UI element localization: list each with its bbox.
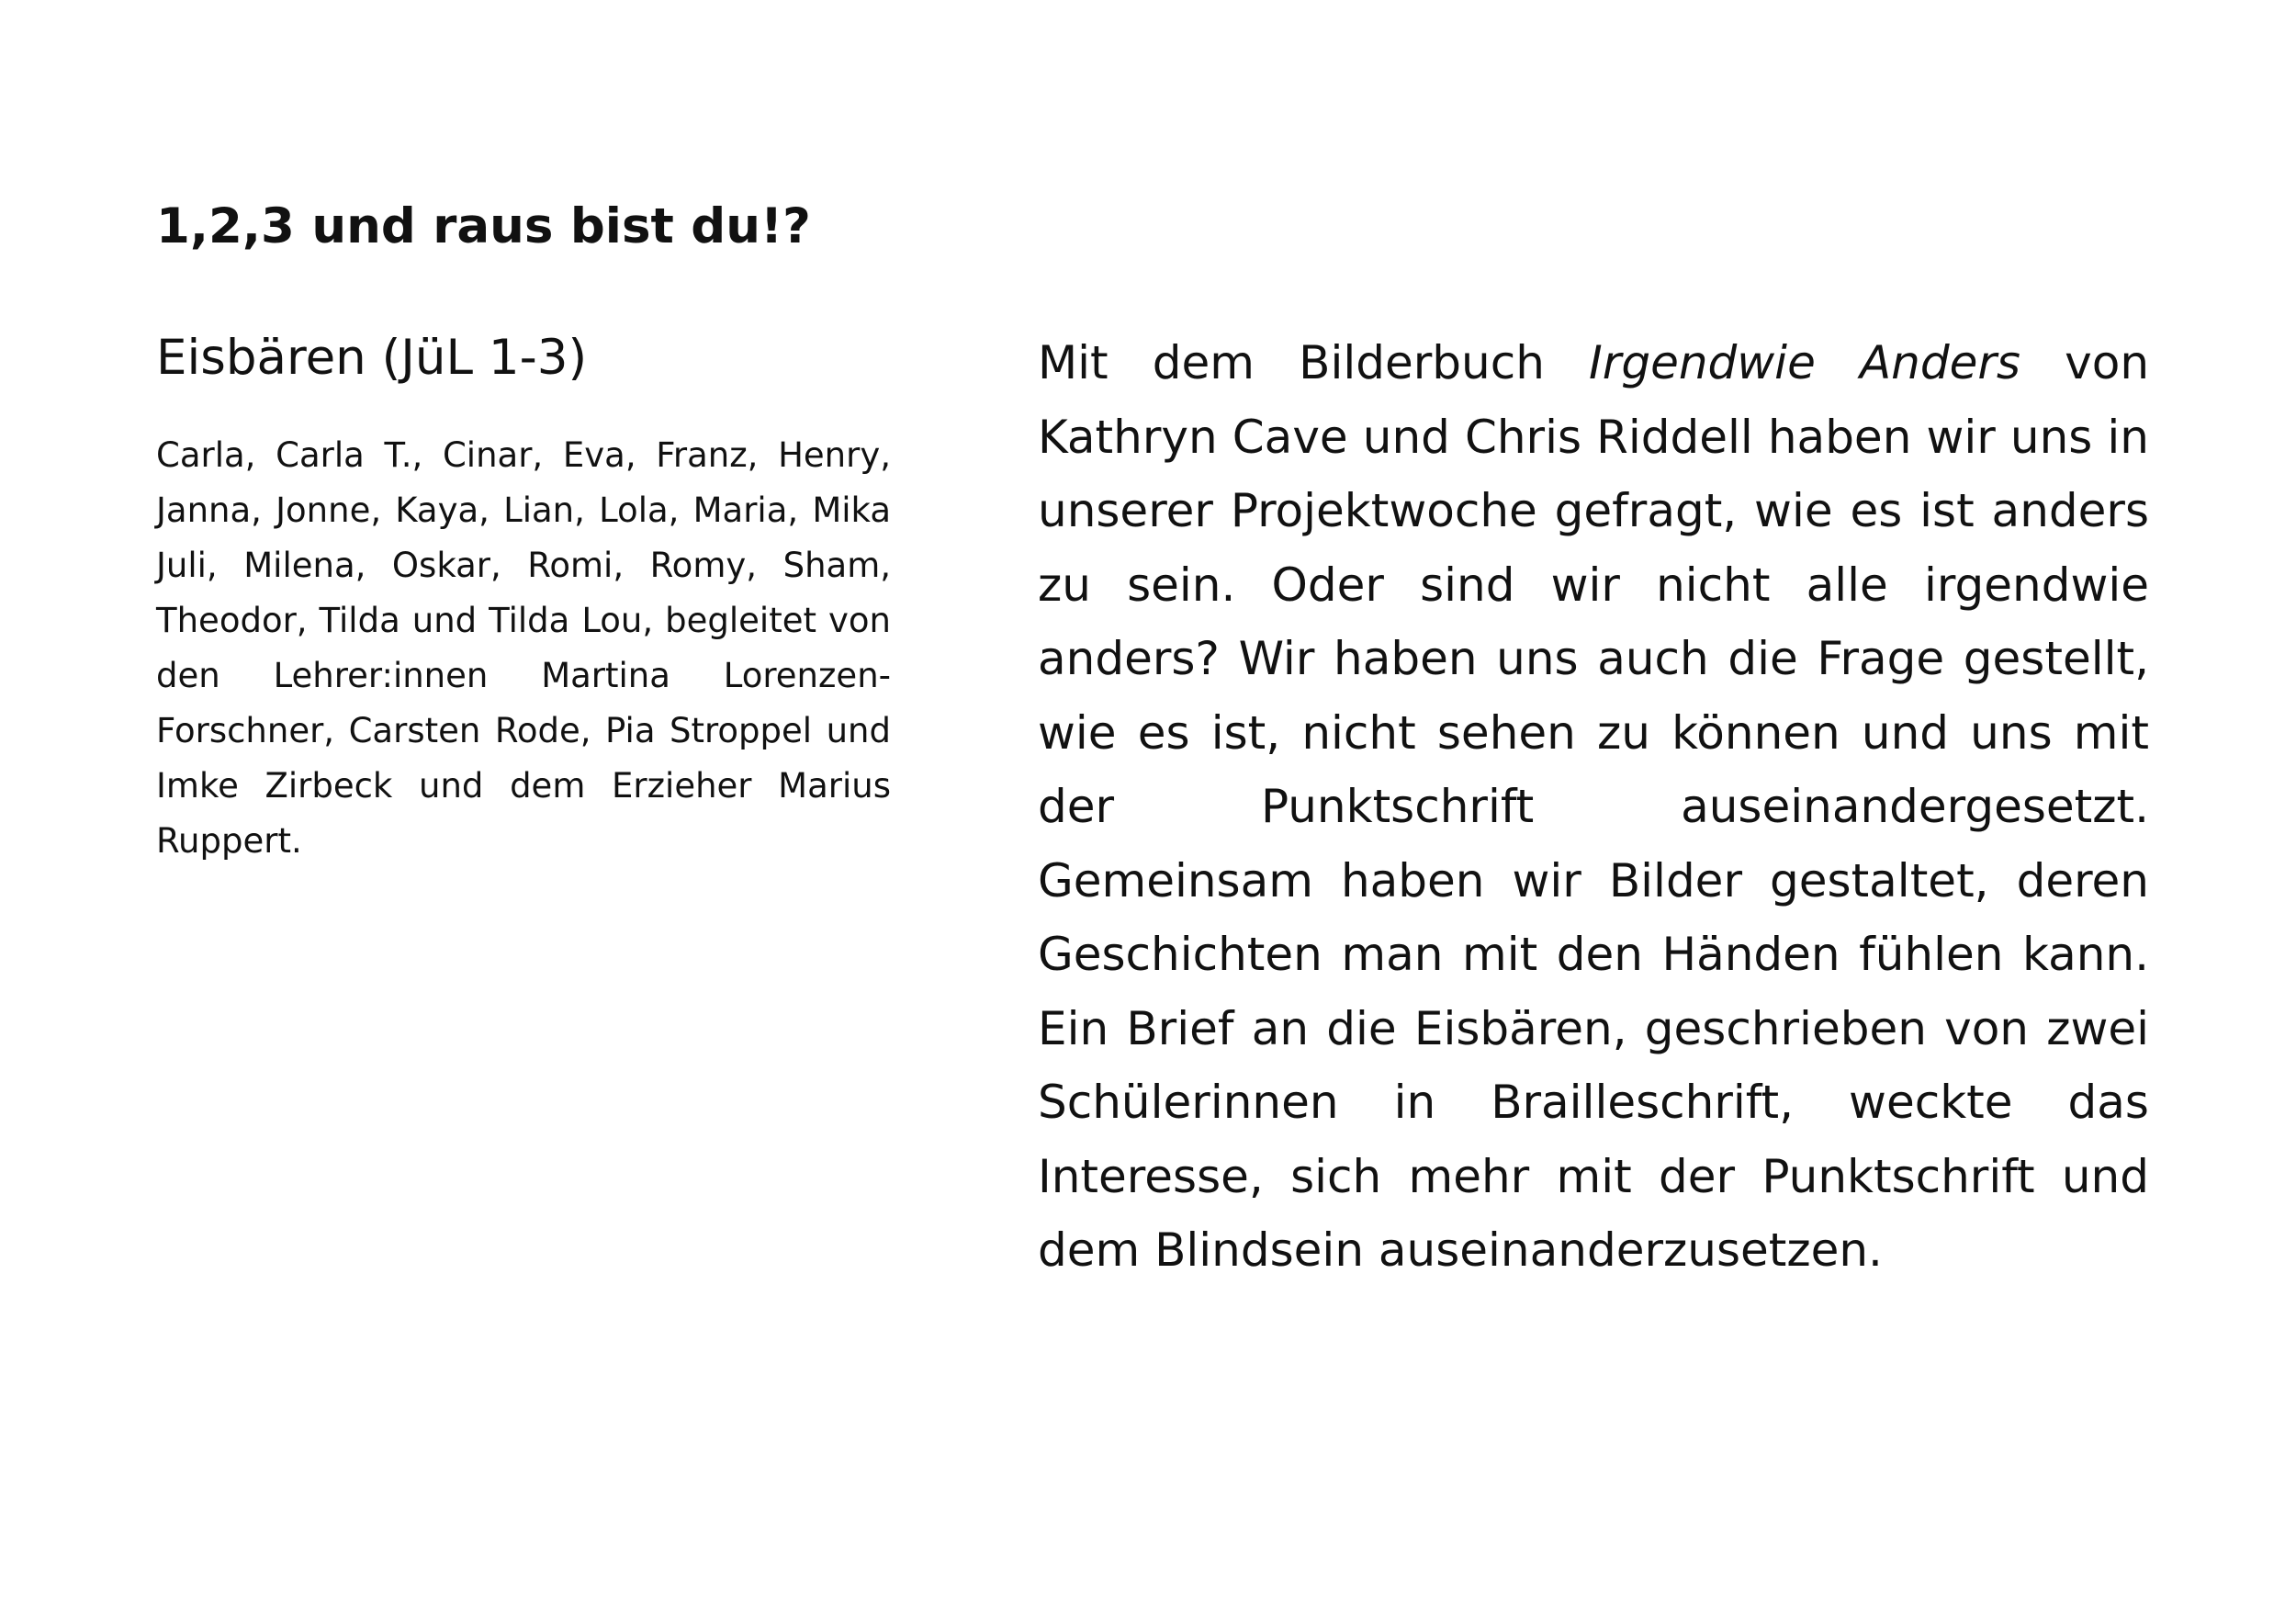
group-subtitle: Eisbären (JüL 1-3) bbox=[156, 330, 588, 386]
participants-credits: Carla, Carla T., Cinar, Eva, Franz, Henry, Janna, Jonne, Kaya, Lian, Lola, Maria, Mika Juli, Milena, Oskar, Romi, Romy, Sham, Theodor, Tilda und Tilda Lou, begleitet von den Lehrer:innen Martina Lorenzen-Forschner, Carsten Rode, Pia Stroppel und Imke Zirbeck und dem Erzieher Marius Ruppert. bbox=[156, 435, 891, 861]
book-title: Irgendwie Anders bbox=[1589, 336, 2020, 389]
description-intro: Mit dem Bilderbuch bbox=[1038, 336, 1590, 389]
description-text: von Kathryn Cave und Chris Riddell haben wir uns in unserer Projektwoche gefragt, wie es ist anders zu sein. Oder sind wir nicht alle irgendwie anders? Wir haben uns auch die Frage gestellt, wie es ist, nicht sehen zu können und uns mit der Punktschrift auseinandergesetzt. Gemeinsam haben wir Bilder gestaltet, deren Geschichten man mit den Händen fühlen kann. Ein Brief an die Eisbären, geschrieben von zwei Schülerinnen in Brailleschrift, weckte das Interesse, sich mehr mit der Punktschrift und dem Blindsein auseinanderzusetzen. bbox=[1038, 336, 2150, 1277]
page-title: 1,2,3 und raus bist du!? bbox=[156, 198, 811, 254]
project-description bbox=[1038, 326, 2149, 1288]
